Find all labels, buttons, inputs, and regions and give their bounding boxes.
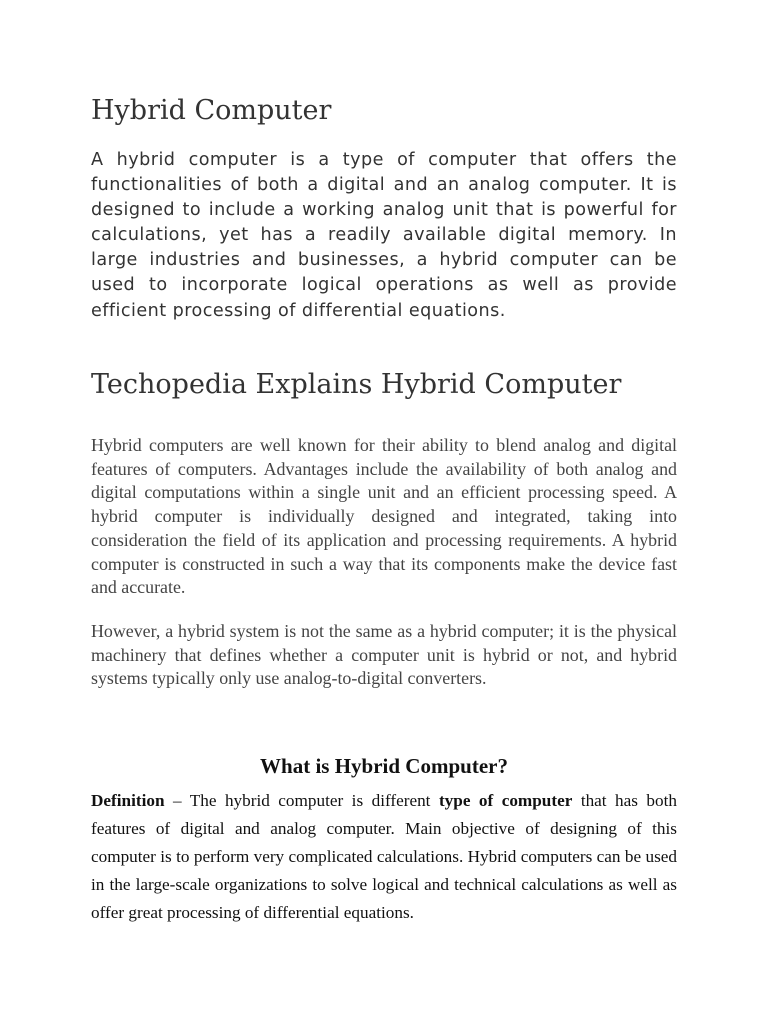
definition-dash: – xyxy=(164,791,190,810)
definition-text-before: The hybrid computer is different xyxy=(189,791,439,810)
definition-bold-phrase: type of computer xyxy=(438,791,573,810)
definition-label: Definition xyxy=(91,791,165,810)
subheading: What is Hybrid Computer? xyxy=(260,754,508,778)
explanation-paragraph-1: Hybrid computers are well known for their ability to blend analog and digital features of computers. Advantages include the availability of both analog and digital computations within a single unit and an efficient processing speed. A hybrid computer is individually designed and integrated, taking into consideration the field of its application and processing requirements. A hybrid computer is constructed in such a way that its components make the device fast and accurate. xyxy=(91,435,677,598)
section-title: Techopedia Explains Hybrid Computer xyxy=(91,369,622,400)
page-title: Hybrid Computer xyxy=(91,95,332,126)
intro-paragraph: A hybrid computer is a type of computer that offers the functionalities of both a digital and an analog computer. It is designed to include a working analog unit that is powerful for calculations, yet has a readily available digital memory. In large industries and businesses, a hybrid computer can be used to incorporate logical operations as well as provide efficient processing of differential equations. xyxy=(91,150,677,321)
definition-paragraph xyxy=(91,787,677,927)
definition-text-after: that has both features of digital and analog computer. Main objective of designing of this computer is to perform very complicated calculations. Hybrid computers can be used in the large-scale organizations to solve logical and technical calculations as well as offer great processing of differential equations. xyxy=(91,791,677,923)
explanation-paragraph-2: However, a hybrid system is not the same as a hybrid computer; it is the physical machinery that defines whether a computer unit is hybrid or not, and hybrid systems typically only use analog-to-digital converters. xyxy=(91,621,677,689)
